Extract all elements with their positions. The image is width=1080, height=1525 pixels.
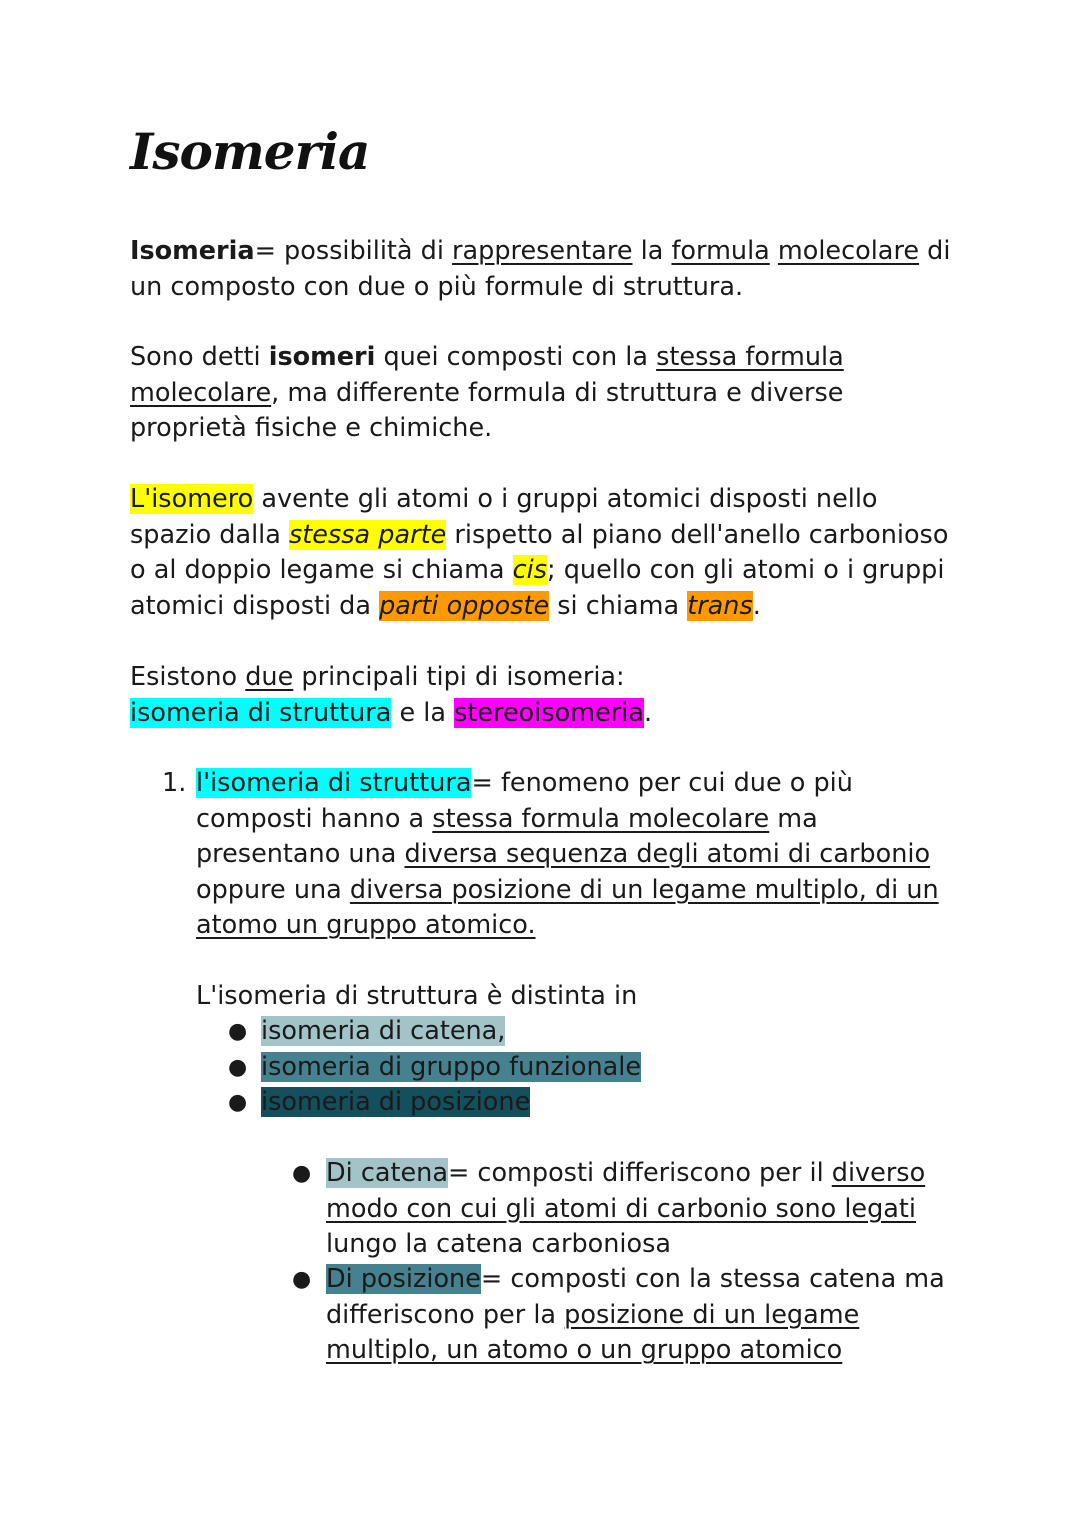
term-isomeria: Isomeria — [130, 236, 255, 266]
cis-trans-paragraph: L'isomero avente gli atomi o i gruppi atomici disposti nello spazio dalla stessa parte rispetto al piano dell'anello carbonioso o al doppio legame si chiama cis; quello con gli atomi o i gruppi atomici disposti da parti opposte si chiama trans. — [130, 484, 949, 621]
highlight-isomeria-di-struttura: isomeria di struttura — [130, 697, 392, 728]
types-intro-paragraph: Esistono due principali tipi di isomeria: isomeria di struttura e la stereoisomeria. — [130, 662, 653, 728]
list-item-posizione: isomeria di posizione — [261, 1087, 531, 1117]
highlight-cis: cis — [512, 555, 548, 585]
bullet-icon: ● — [228, 1055, 248, 1080]
highlight-stereoisomeria: stereoisomeria — [454, 697, 644, 728]
distinct-intro: L'isomeria di struttura è distinta in — [196, 981, 638, 1011]
term-isomeri: isomeri — [268, 342, 376, 372]
list-item-catena: isomeria di catena, — [261, 1016, 506, 1046]
highlight-stessa-parte: stessa parte — [289, 519, 447, 550]
list-item-isomeria-di-struttura: l'isomeria di struttura= fenomeno per cui due o più composti hanno a stessa formula molecolare ma presentano una diversa sequenza degli atomi di carbonio oppure una diversa posizione di un legame multiplo, di un atomo un gruppo atomico. — [196, 768, 939, 940]
bullet-icon: ● — [292, 1267, 312, 1292]
highlight-parti-opposte: parti opposte — [379, 590, 550, 621]
list-item-gruppo-funzionale: isomeria di gruppo funzionale — [261, 1052, 642, 1082]
highlight-isomero: L'isomero — [130, 484, 254, 514]
definition-isomeria: Isomeria= possibilità di rappresentare la formula molecolare di un composto con due o più formule di struttura. — [130, 236, 951, 302]
highlight-trans: trans — [687, 590, 753, 621]
definition-di-catena: Di catena= composti differiscono per il diverso modo con cui gli atomi di carbonio sono legati lungo la catena carboniosa — [326, 1158, 926, 1259]
bullet-icon: ● — [292, 1161, 312, 1186]
definition-di-posizione: Di posizione= composti con la stessa catena ma differiscono per la posizione di un legame multiplo, un atomo o un gruppo atomico — [326, 1264, 945, 1365]
definition-isomeri: Sono detti isomeri quei composti con la stessa formula molecolare, ma differente formula di struttura e diverse proprietà fisiche e chimiche. — [130, 342, 844, 443]
list-number-1: 1. — [162, 768, 187, 798]
bullet-icon: ● — [228, 1090, 248, 1115]
page-title: Isomeria — [130, 122, 370, 181]
bullet-icon: ● — [228, 1019, 248, 1044]
